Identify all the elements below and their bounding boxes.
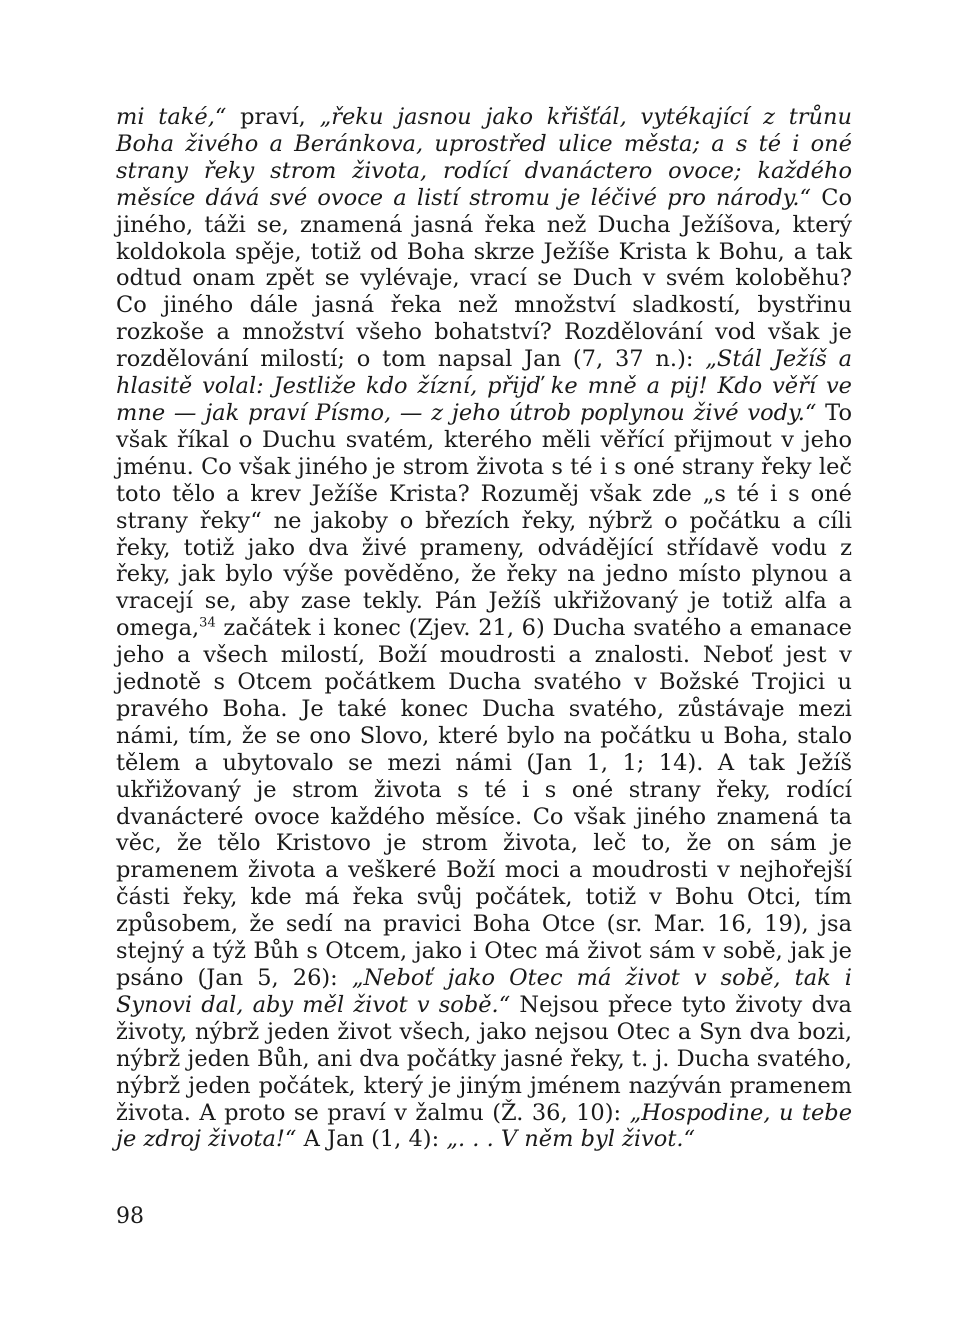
text-segment: „Stál Ježíš a hlasitě volal: Jestliže kdo žízní, přijď ke mně a pij! Kdo věří ve mne — jak praví Písmo, — z jeho útrob poplynou živé vody.“ bbox=[116, 346, 852, 426]
text-segment: praví, bbox=[226, 104, 320, 130]
body-paragraph bbox=[116, 104, 852, 1153]
text-segment: Nejsou přece tyto životy dva životy, nýbrž jeden život všech, jako nejsou Otec a Syn dva bozi, nýbrž jeden Bůh, ani dva počátky jasné řeky, t. j. Ducha svatého, nýbrž jeden počátek, který je jiným jménem nazýván pramenem života. A proto se praví v žalmu (Ž. 36, 10): bbox=[116, 991, 852, 1126]
text-segment: začátek i konec (Zjev. 21, 6) Ducha svatého a emanace jeho a všech milostí, Boží moudrosti a znalosti. Neboť jest v jednotě s Otcem počátkem Ducha svatého v Božské Trojici u pravého Boha. Je také konec Ducha svatého, zůstávaje mezi námi, tím, že se ono Slovo, které bylo na počátku u Boha, stalo tělem a ubytovalo se mezi námi (Jan 1, 1; 14). A tak Ježíš ukřižovaný je strom života s té i s oné strany řeky, rodící dvanácteré ovoce každého měsíce. Co však jiného znamená ta věc, že tělo Kristovo je strom života, leč to, že on sám je pramenem života a veškeré Boží moci a moudrosti v nejhořejší části řeky, kde má řeka svůj počátek, totiž v Bohu Otci, tím způsobem, že sedí na pravici Boha Otce (sr. Mar. 16, 19), jsa stejný a týž Bůh s Otcem, jako i Otec má život sám v sobě, jak je psáno (Jan 5, 26): bbox=[116, 615, 852, 991]
text-segment: Co jiného, táži se, znamená jasná řeka než Ducha Ježíšova, který koldokola spěje, totiž od Boha skrze Ježíše Krista k Bohu, a tak odtud onam zpět se vylévaje, vrací se Duch v svém koloběhu? Co jiného dále jasná řeka než množství sladkostí, bystřinu rozkoše a množství všeho bohatství? Rozdělování vod však je rozdělování milostí; o tom napsal Jan (7, 37 n.): bbox=[116, 184, 852, 373]
text-segment: mi také,“ bbox=[116, 104, 227, 130]
page-number: 98 bbox=[116, 1204, 144, 1229]
text-segment: A Jan (1, 4): bbox=[296, 1126, 447, 1153]
footnote-reference: 34 bbox=[199, 615, 216, 631]
text-segment: „Neboť jako Otec má život v sobě, tak i Synovi dal, aby měl život v sobě.“ bbox=[116, 965, 852, 1018]
text-segment: „řeku jasnou jako křišťál, vytékající z trůnu Boha živého a Beránkova, uprostřed ulice města; a s té i oné strany řeky strom života, rodící dvanáctero ovoce; každého měsíce dává své ovoce a listí stromu je léčivé pro národy.“ bbox=[116, 104, 852, 211]
text-segment: „. . . V něm byl život.“ bbox=[446, 1126, 696, 1153]
text-segment: „Hospodine, u tebe je zdroj života!“ bbox=[116, 1099, 853, 1153]
page-body bbox=[116, 104, 852, 1153]
text-segment: To však říkal o Duchu svatém, kterého měli věřící přijmout v jeho jménu. Co však jiného je strom života s té i s oné strany řeky leč toto tělo a krev Ježíše Krista? Rozuměj však zde „s té i s oné strany řeky“ ne jakoby o březích řeky, nýbrž o počátku a cíli řeky, totiž jako dva živé prameny, odvádějící střídavě vodu z řeky, jak bylo výše pověděno, že řeky na jedno místo plynou a vracejí se, aby zase tekly. Pán Ježíš ukřižovaný je totiž alfa a omega, bbox=[116, 399, 852, 642]
